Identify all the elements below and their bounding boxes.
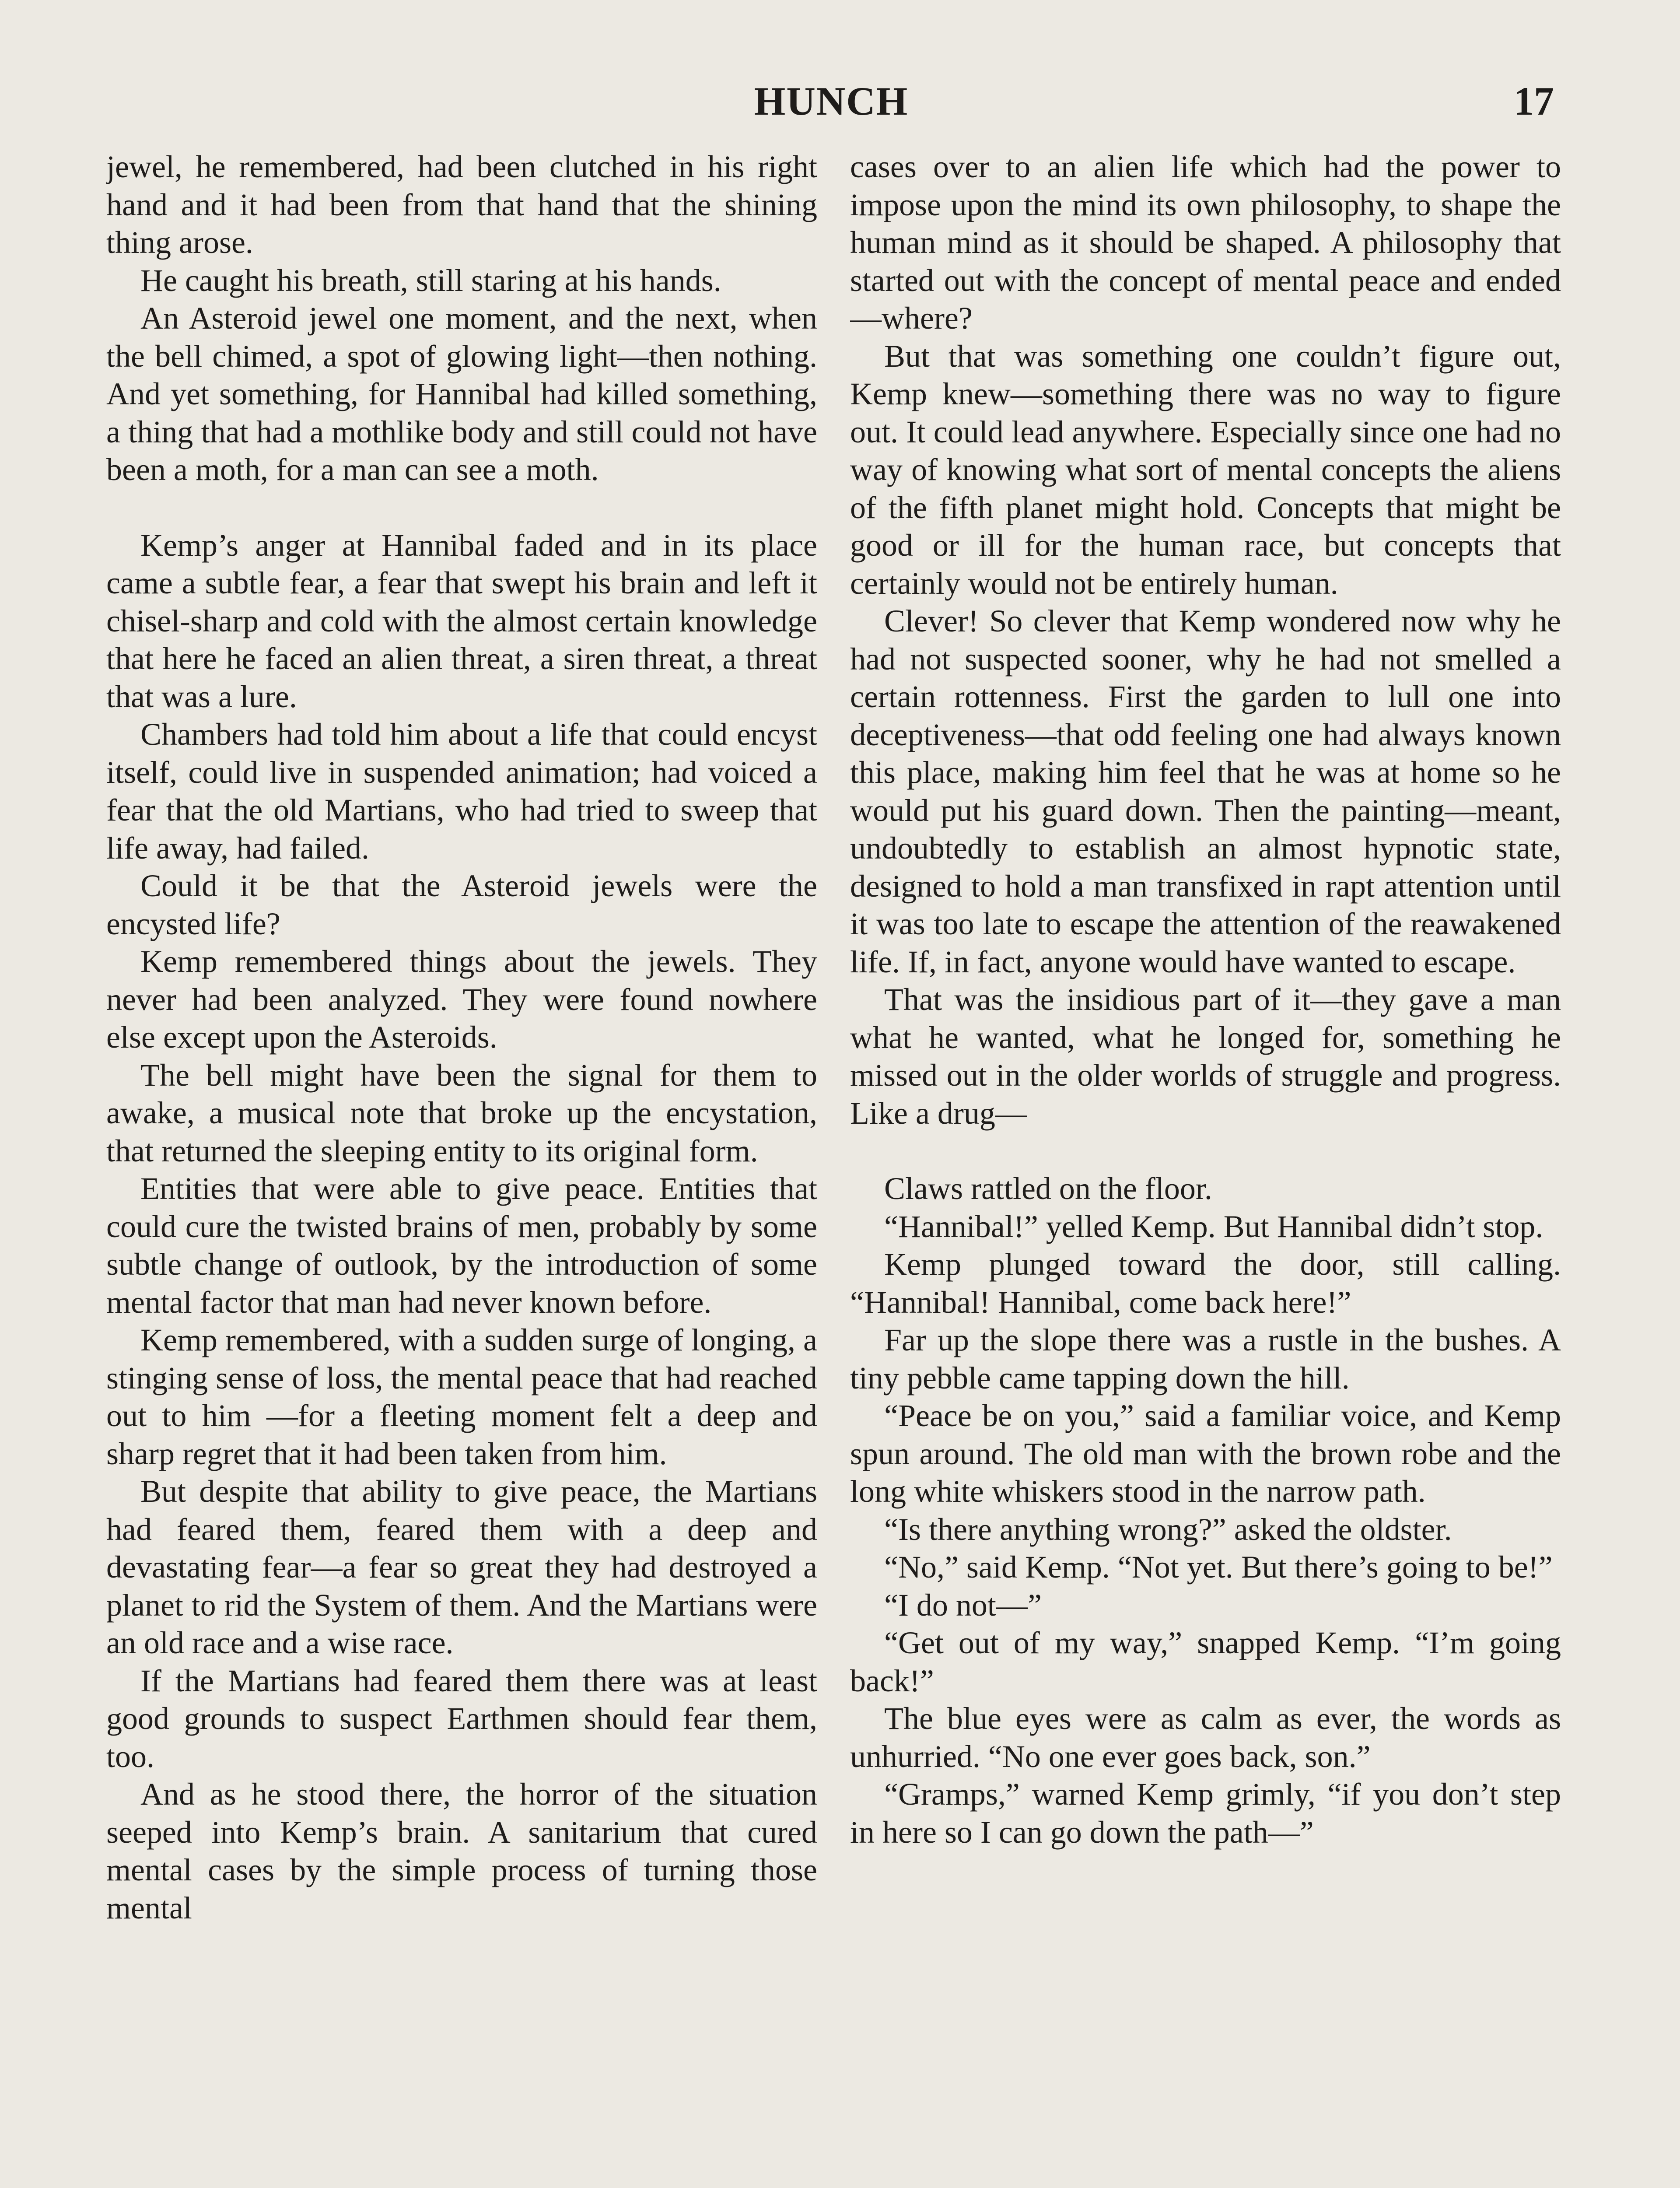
- paragraph: Kemp’s anger at Hannibal faded and in its place came a subtle fear, a fear that swept his brain and left it chisel-sharp and cold with the almost certain knowledge that here he faced an alien threat, a siren threat, a threat that was a lure.: [106, 527, 817, 714]
- paragraph: Chambers had told him about a life that could encyst itself, could live in suspended animation; had voiced a fear that the old Martians, who had tried to sweep that life away, had failed.: [106, 717, 817, 866]
- running-title: HUNCH: [754, 79, 909, 123]
- paragraph: “I do not—”: [884, 1587, 1042, 1623]
- paragraph: jewel, he remembered, had been clutched in his right hand and it had been from that hand that the shining thing arose.: [106, 149, 817, 260]
- paragraph: He caught his breath, still staring at his hands.: [140, 263, 721, 298]
- paragraph: And as he stood there, the horror of the situation seeped into Kemp’s brain. A sanitarium that cured mental cases by the simple process of turning those mental: [106, 1777, 817, 1925]
- paragraph: “Get out of my way,” snapped Kemp. “I’m going back!”: [850, 1625, 1561, 1698]
- paragraph: “Is there anything wrong?” asked the oldster.: [884, 1511, 1452, 1547]
- left-text-column: [106, 148, 817, 2188]
- paragraph: The bell might have been the signal for them to awake, a musical note that broke up the encystation, that returned the sleeping entity to its original form.: [106, 1057, 817, 1168]
- paragraph: Clever! So clever that Kemp wondered now why he had not suspected sooner, why he had not smelled a certain rottenness. First the garden to lull one into deceptiveness—that odd feeling one had always known this place, making him feel that he was at home so he would put his guard down. Then the painting—meant, undoubtedly to establish an almost hypnotic state, designed to hold a man transfixed in rapt attention until it was too late to escape the attention of the reawakened life. If, in fact, anyone would have wanted to escape.: [850, 603, 1561, 979]
- paragraph: Entities that were able to give peace. Entities that could cure the twisted brains of men, probably by some subtle change of outlook, by the introduction of some mental factor that man had never known before.: [106, 1171, 817, 1320]
- paragraph: cases over to an alien life which had the power to impose upon the mind its own philosophy, to shape the human mind as it should be shaped. A philosophy that started out with the concept of mental peace and ended—where?: [850, 149, 1561, 336]
- paragraph: Claws rattled on the floor.: [884, 1171, 1212, 1206]
- paragraph: The blue eyes were as calm as ever, the words as unhurried. “No one ever goes back, son.”: [850, 1701, 1561, 1774]
- paragraph: Kemp remembered things about the jewels. They never had been analyzed. They were found nowhere else except upon the Asteroids.: [106, 944, 817, 1055]
- paragraph: An Asteroid jewel one moment, and the next, when the bell chimed, a spot of glowing light—then nothing. And yet something, for Hannibal had killed something, a thing that had a mothlike body and still could not have been a moth, for a man can see a moth.: [106, 301, 817, 487]
- paragraph: “Peace be on you,” said a familiar voice, and Kemp spun around. The old man with the brown robe and the long white whiskers stood in the narrow path.: [850, 1398, 1561, 1509]
- paragraph: That was the insidious part of it—they gave a man what he wanted, what he longed for, something he missed out in the older worlds of struggle and progress. Like a drug—: [850, 982, 1561, 1131]
- paragraph: “Hannibal!” yelled Kemp. But Hannibal didn’t stop.: [884, 1209, 1544, 1244]
- paragraph: “No,” said Kemp. “Not yet. But there’s going to be!”: [884, 1550, 1553, 1585]
- paragraph: If the Martians had feared them there was at least good grounds to suspect Earthmen should fear them, too.: [106, 1663, 817, 1774]
- paragraph: Far up the slope there was a rustle in the bushes. A tiny pebble came tapping down the hill.: [850, 1322, 1561, 1396]
- paragraph: Kemp remembered, with a sudden surge of longing, a stinging sense of loss, the mental peace that had reached out to him —for a fleeting moment felt a deep and sharp regret that it had been taken from him.: [106, 1322, 817, 1471]
- paragraph: Could it be that the Asteroid jewels were the encysted life?: [106, 868, 817, 941]
- paragraph: But that was something one couldn’t figure out, Kemp knew—something there was no way to figure out. It could lead anywhere. Especially since one had no way of knowing what sort of mental concepts the aliens of the fifth planet might hold. Concepts that might be good or ill for the human race, but concepts that certainly would not be entirely human.: [850, 338, 1561, 601]
- running-header: [0, 78, 1680, 130]
- page-number: 17: [1514, 79, 1554, 123]
- right-text-column: [850, 148, 1561, 2188]
- paragraph: Kemp plunged toward the door, still calling. “Hannibal! Hannibal, come back here!”: [850, 1247, 1561, 1320]
- paragraph: But despite that ability to give peace, the Martians had feared them, feared them with a deep and devastating fear—a fear so great they had destroyed a planet to rid the System of them. And the Martians were an old race and a wise race.: [106, 1474, 817, 1660]
- paragraph: “Gramps,” warned Kemp grimly, “if you don’t step in here so I can go down the path—”: [850, 1777, 1561, 1850]
